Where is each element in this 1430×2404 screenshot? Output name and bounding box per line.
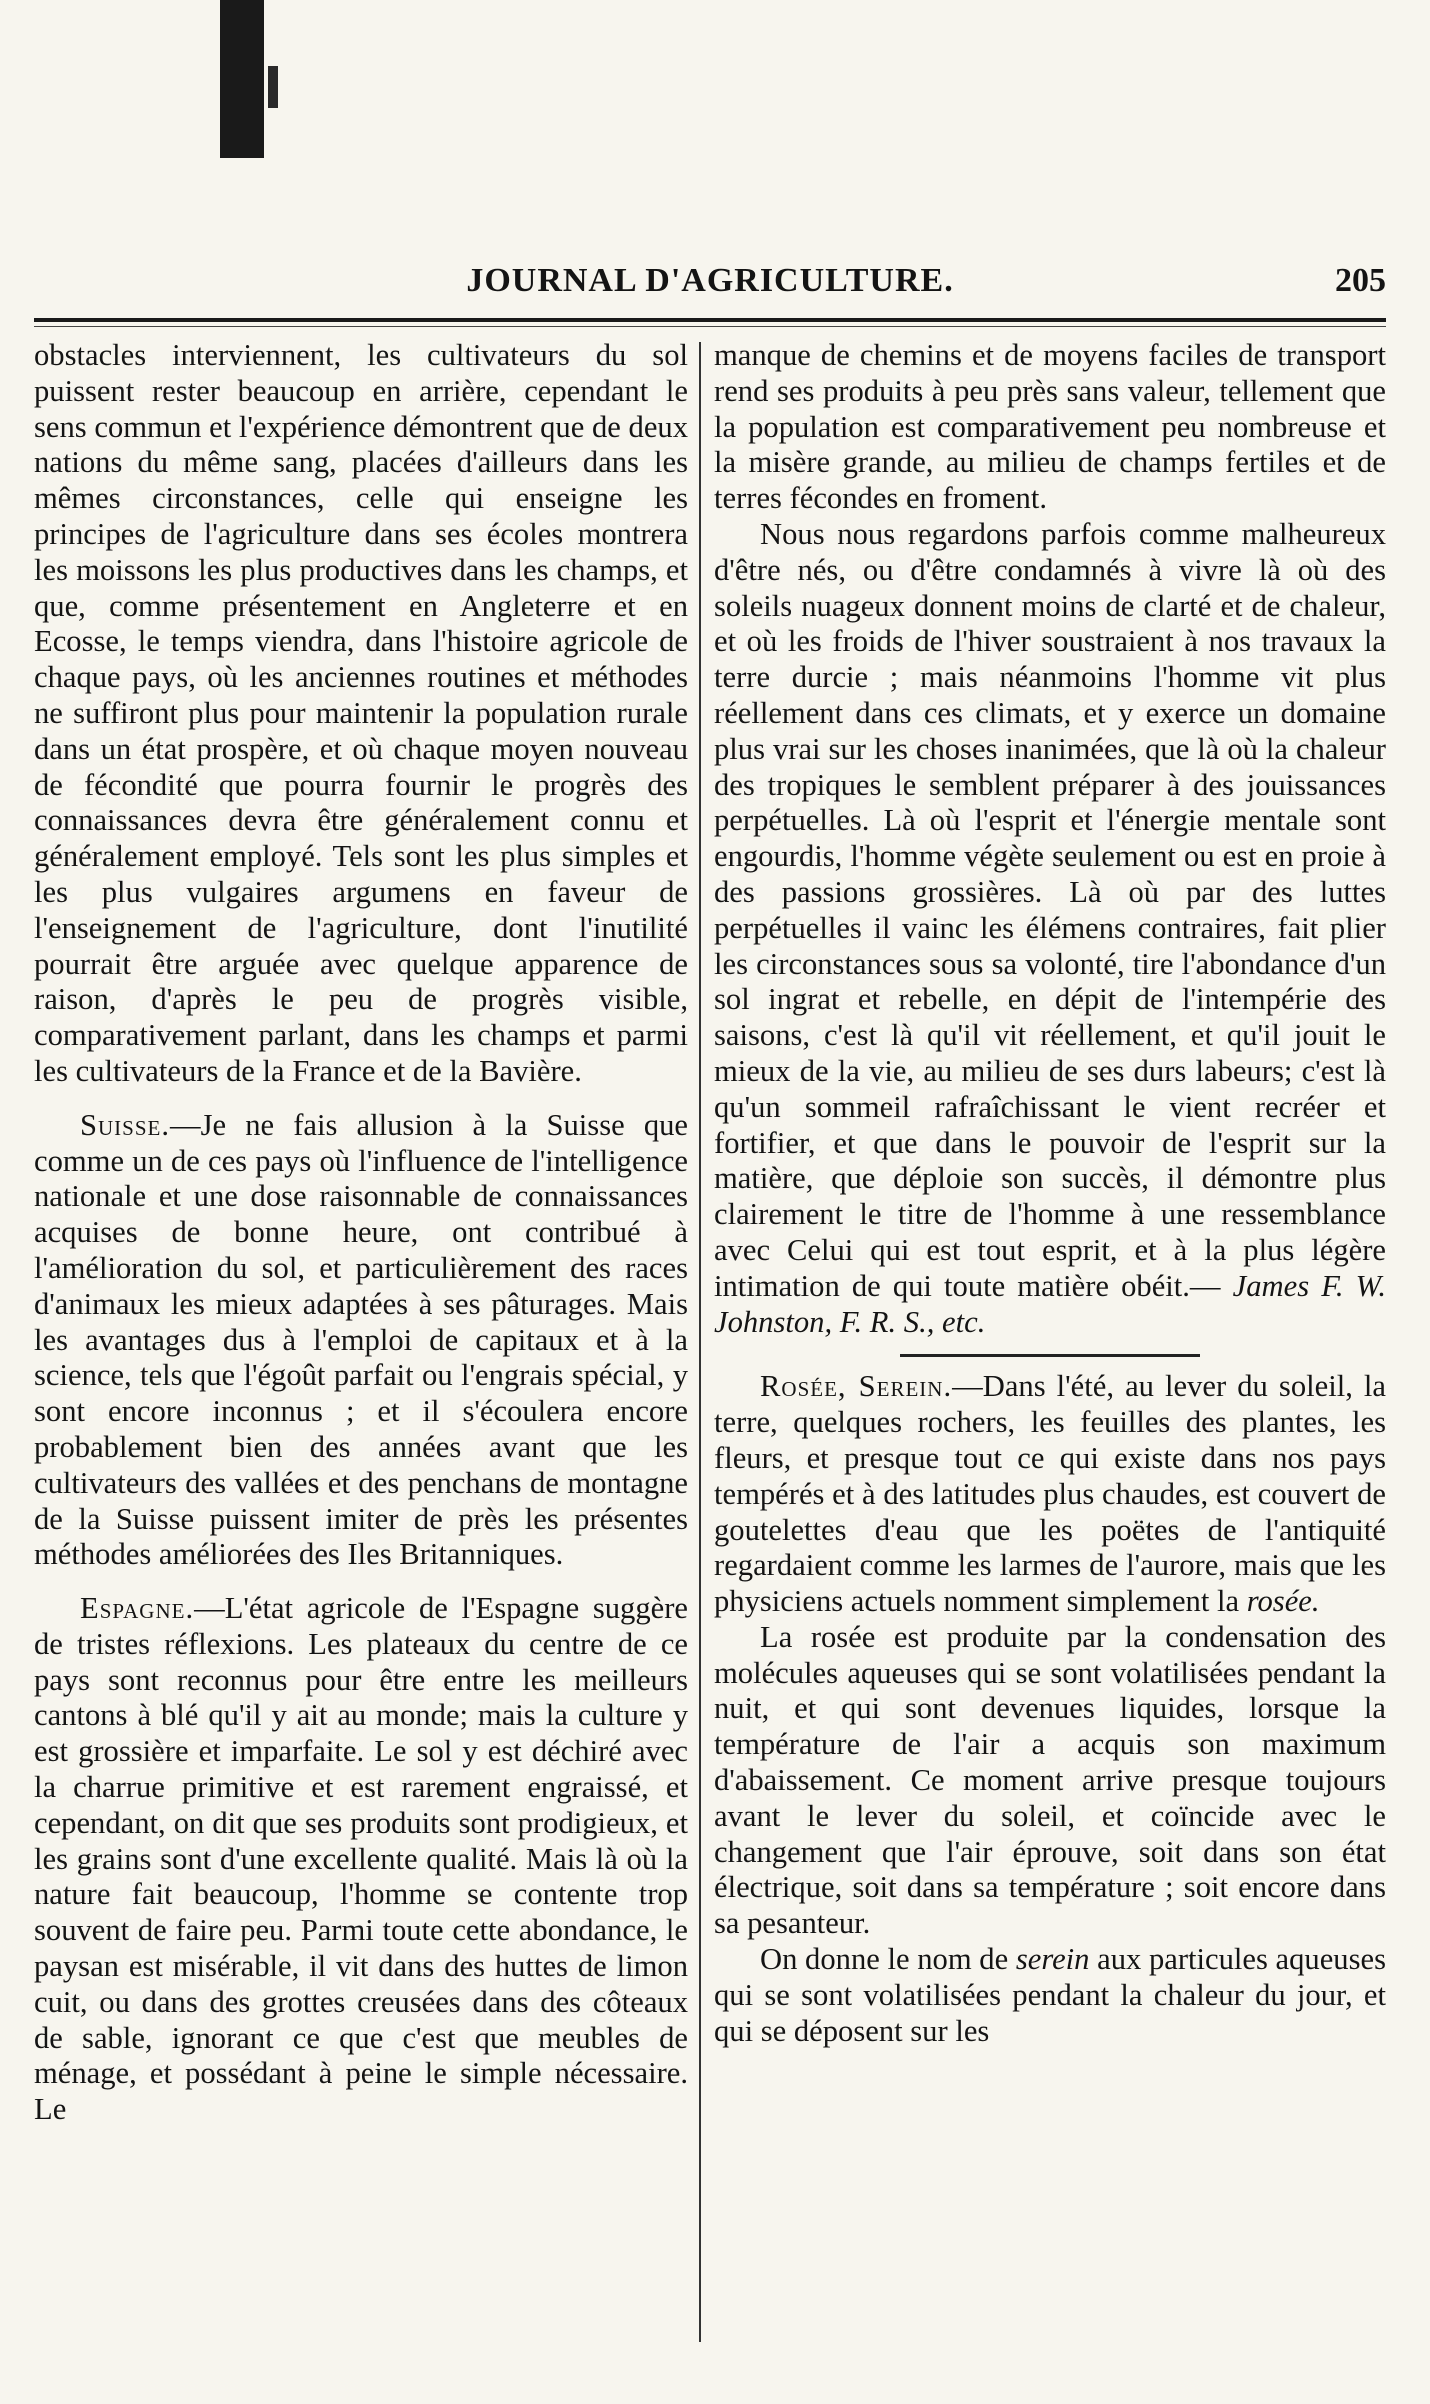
paragraph-continuation-right: manque de chemins et de moyens faciles de transport rend ses produits à peu près sans valeur, tellement que la population est comparativement peu nombreuse et la misère grande, au milieu de champs fertiles et de terres fécondes en froment. <box>714 338 1386 516</box>
running-title: JOURNAL D'AGRICULTURE. <box>466 262 954 299</box>
right-column <box>714 338 1386 2386</box>
paragraph-serein-text-a: On donne le nom de <box>760 1942 1016 1977</box>
column-divider <box>699 342 701 2342</box>
paragraph-continuation: obstacles interviennent, les cultivateurs du sol puissent rester beaucoup en arrière, cependant le sens commun et l'expérience démontrent que de deux nations du même sang, placées d'ailleurs dans les mêmes circonstances, celle qui enseigne les principes de l'agriculture dans ses écoles montrera les moissons les plus productives dans les champs, et que, comme présentement en Angleterre et en Ecosse, le temps viendra, dans l'histoire agricole de chaque pays, où les anciennes routines et méthodes ne suffiront plus pour maintenir la population rurale dans un état prospère, et où chaque moyen nouveau de fécondité que pourra fournir le progrès des connaissances devra être généralement connu et généralement employé. Tels sont les plus simples et les plus vulgaires argumens en faveur de l'enseignement de l'agriculture, dont l'inutilité pourrait être arguée avec quelque apparence de raison, d'après le peu de progrès visible, comparativement parlant, dans les champs et parmi les cultivateurs de la France et de la Bavière. <box>34 338 688 1088</box>
paragraph-serein <box>714 1942 1386 2049</box>
page-header <box>34 262 1386 306</box>
paragraph-serein-text-b: aux particules aqueuses qui se sont volatilisées pendant la chaleur du jour, et qui se déposent sur les <box>714 1942 1386 2048</box>
paragraph-suisse-text: —Je ne fais allusion à la Suisse que comme un de ces pays où l'influence de l'intelligence nationale et une dose raisonnable de connaissances acquises de bonne heure, ont contribué à l'amélioration du sol, et particulièrement des races d'animaux les mieux adaptées à ses pâturages. Mais les avantages dus à l'emploi de capitaux et à la science, tels que l'égoût parfait ou l'engrais spécial, y sont encore inconnus ; et il s'écoulera encore probablement bien des années avant que les cultivateurs des vallées et des penchans de montagne de la Suisse puissent imiter de près les présentes méthodes améliorées des Iles Britanniques. <box>34 1107 688 1572</box>
term-serein: serein <box>1015 1942 1090 1977</box>
paragraph-espagne-text: —L'état agricole de l'Espagne suggère de tristes réflexions. Les plateaux du centre de ce pays sont reconnus pour être entre les meilleurs cantons à blé qu'il y ait au monde; mais la culture y est grossière et imparfaite. Le sol y est déchiré avec la charrue primitive et est rarement engraissé, et cependant, on dit que ses produits sont prodigieux, et les grains sont d'une excellente qualité. Mais là où la nature fait beaucoup, l'homme se contente trop souvent de faire peu. Parmi toute cette abondance, le paysan est misérable, il vit dans des huttes de limon cuit, ou dans des grottes creusées dans des côteaux de sable, ignorant ce que c'est que meubles de ménage, et possédant à peine le simple nécessaire. Le <box>34 1591 688 2127</box>
author-signature: James F. W. Johnston, F. R. S., etc. <box>714 1268 1386 1339</box>
paragraph-condensation: La rosée est produite par la condensation des molécules aqueuses qui se sont volatilisées pendant la nuit, et qui sont devenues liquides, lorsque la température de l'air a acquis son maximum d'abaissement. Ce moment arrive presque toujours avant le lever du soleil, et coïncide avec le changement que l'air éprouve, soit dans son état électrique, soit dans sa température ; soit encore dans sa pesanteur. <box>714 1619 1386 1941</box>
page-number: 205 <box>1335 262 1386 299</box>
section-head-rosee: Rosée, Serein. <box>760 1369 953 1404</box>
section-head-espagne: Espagne. <box>80 1591 195 1626</box>
paragraph-suisse <box>34 1108 688 1573</box>
paragraph-climats-text: Nous nous regardons parfois comme malheureux d'être nés, ou d'être condamnés à vivre là où des soleils nuageux donnent moins de clarté et de chaleur, et où les froids de l'hiver soustraient à nos travaux la terre durcie ; mais néanmoins l'homme vit plus réellement dans ces climats, et y exerce un domaine plus vrai sur les choses inanimées, que là où la chaleur des tropiques le semblent préparer à des jouissances perpétuelles. Là où l'esprit et l'énergie mentale sont engourdis, l'homme végète seulement ou est en proie à des passions grossières. Là où par des luttes perpétuelles il vainc les élémens contraires, fait plier les circonstances sous sa volonté, tire l'abondance d'un sol ingrat et rebelle, en dépit de l'intempérie des saisons, c'est là qu'il vit réellement, et qu'il jouit le mieux de la vie, au milieu de ses durs labeurs; c'est là qu'un sommeil rafraîchissant le vient recréer et fortifier, et que dans le pouvoir de l'esprit sur la matière, que déploie son succès, il démontre plus clairement le titre de l'homme à une ressemblance avec Celui qui est tout esprit, et à la plus légère intimation de qui toute matière obéit.— <box>714 516 1386 1303</box>
header-rule <box>34 318 1386 322</box>
paragraph-rosee-text: —Dans l'été, au lever du soleil, la terre, quelques rochers, les feuilles des plantes, les fleurs, et presque tout ce qui existe dans nos pays tempérés et à des latitudes plus chaudes, est couvert de goutelettes d'eau que les poëtes de l'antiquité regardaient comme les larmes de l'aurore, mais que les physiciens actuels nomment simplement la <box>714 1369 1386 1619</box>
paragraph-climats <box>714 517 1386 1340</box>
binding-mark <box>220 0 264 158</box>
section-separator <box>900 1354 1200 1357</box>
left-column <box>34 338 688 2386</box>
paragraph-rosee <box>714 1369 1386 1620</box>
header-rule-thin <box>34 326 1386 327</box>
section-head-suisse: Suisse. <box>80 1107 171 1142</box>
paragraph-espagne <box>34 1591 688 2128</box>
term-rosee: rosée. <box>1246 1584 1320 1619</box>
